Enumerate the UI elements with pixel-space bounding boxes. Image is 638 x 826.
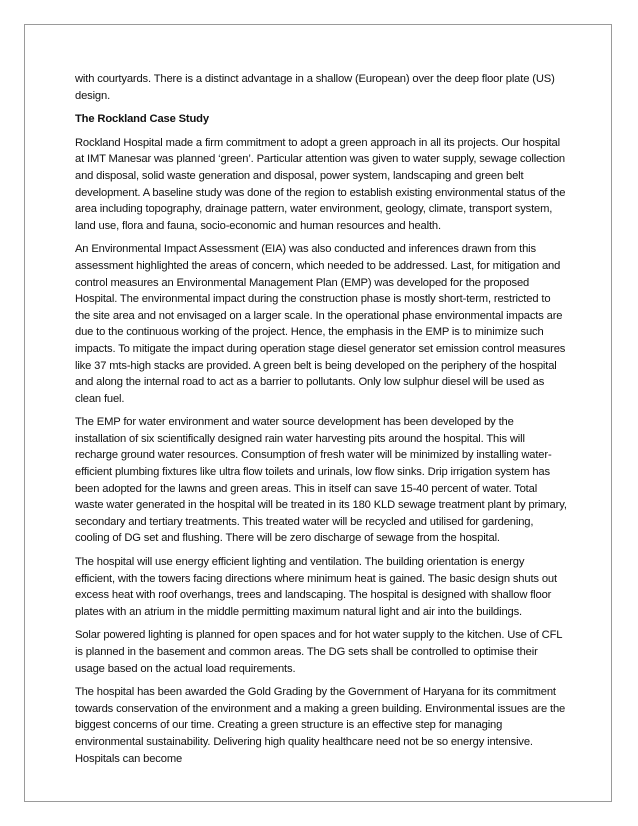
paragraph-solar: Solar powered lighting is planned for open spaces and for hot water supply to the kitchen. Use of CFL is planned in the basement and common areas. The DG sets shall be controlled to optimise their usage based on the actual load requirements. [75, 629, 562, 675]
section-heading: The Rockland Case Study [75, 113, 209, 126]
paragraph-energy: The hospital will use energy efficient lighting and ventilation. The building orientation is energy efficient, with the towers facing directions where minimum heat is gained. The basic design shuts out excess heat with roof overhangs, trees and landscaping. The hospital is designed with shallow floor plates with an atrium in the middle permitting maximum natural light and air into the buildings. [75, 556, 557, 618]
document-body [75, 71, 567, 774]
paragraph-water-emp: The EMP for water environment and water source development has been developed by the installation of six scientifically designed rain water harvesting pits around the hospital. This will recharge ground water resources. Consumption of fresh water will be minimized by installing water-efficient plumbing fixtures like ultra flow toilets and urinals, low flow sinks. Drip irrigation system has been adopted for the lawns and green areas. This in itself can save 15-40 percent of water. Total waste water generated in the hospital will be treated in its 180 KLD sewage treatment plant by primary, secondary and tertiary treatments. This treated water will be recycled and utilised for gardening, cooling of DG set and flushing. There will be zero discharge of sewage from the hospital. [75, 416, 567, 545]
paragraph-intro-continuation: with courtyards. There is a distinct advantage in a shallow (European) over the deep floor plate (US) design. [75, 73, 555, 102]
paragraph-rockland-green: Rockland Hospital made a firm commitment to adopt a green approach in all its projects. Our hospital at IMT Manesar was planned ‘green’. Particular attention was given to water supply, sewage collection and disposal, solid waste generation and disposal, power system, landscaping and green belt development. A baseline study was done of the region to establish existing environmental status of the area including topography, drainage pattern, water environment, geology, climate, transport system, land use, flora and fauna, socio-economic and human resources and health. [75, 136, 566, 232]
paragraph-gold-grading: The hospital has been awarded the Gold Grading by the Government of Haryana for its commitment towards conservation of the environment and a making a green building. Environmental issues are the biggest concerns of our time. Creating a green structure is an effective step for managing environmental sustainability. Delivering high quality healthcare need not be so energy intensive. Hospitals can become [75, 686, 566, 765]
paragraph-eia: An Environmental Impact Assessment (EIA) was also conducted and inferences drawn from this assessment highlighted the areas of concern, which needed to be addressed. Last, for mitigation and control measures an Environmental Management Plan (EMP) was developed for the proposed Hospital. The environmental impact during the construction phase is mostly short-term, restricted to the site area and not envisaged on a larger scale. In the operational phase environmental impacts are due to the continuous working of the project. Hence, the emphasis in the EMP is to minimize such impacts. To mitigate the impact during operation stage diesel generator set emission control measures like 37 mts-high stacks are provided. A green belt is being developed on the periphery of the hospital and along the internal road to act as a barrier to pollutants. Only low sulphur diesel will be used as clean fuel. [75, 243, 566, 405]
